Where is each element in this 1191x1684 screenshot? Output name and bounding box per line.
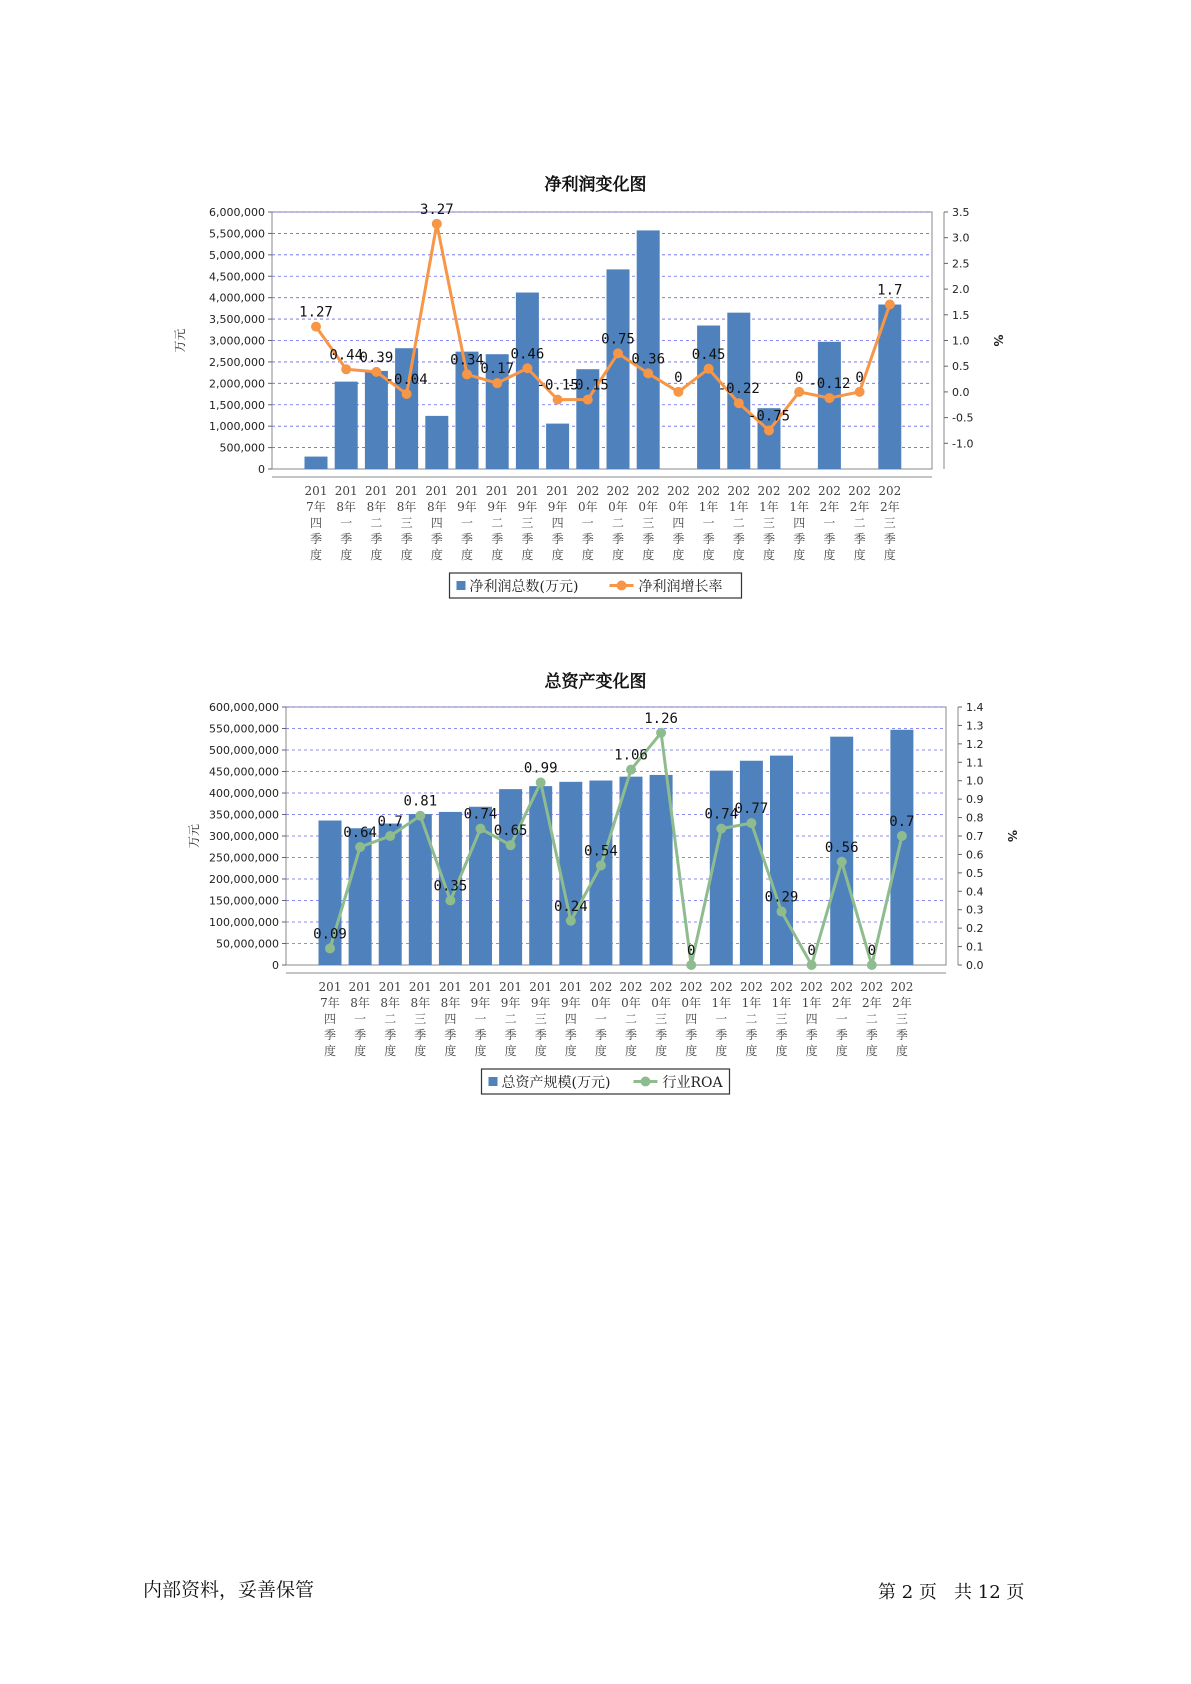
data-label: -0.75 [747, 408, 791, 425]
x-tick-label: 202 1年一季度 [697, 484, 721, 562]
y-tick-label: 3,000,000 [209, 334, 265, 348]
bar [620, 777, 643, 965]
line-point [807, 960, 817, 970]
x-tick-label: 201 8年二季度 [364, 484, 388, 562]
y2-tick-label: 1.3 [966, 719, 984, 733]
data-label: 0.24 [553, 898, 588, 915]
y-tick-label: 150,000,000 [209, 894, 279, 908]
x-tick-label: 202 1年三季度 [770, 980, 793, 1058]
data-label: 0.65 [493, 823, 528, 840]
line-point [746, 818, 756, 828]
x-tick-label: 201 8年三季度 [395, 484, 419, 562]
line-point [553, 395, 563, 405]
data-label: 0.44 [329, 347, 364, 364]
line-point [311, 322, 321, 332]
data-label: 0.75 [601, 331, 635, 348]
line-point [897, 831, 907, 841]
data-label: 0 [855, 369, 864, 386]
data-label: 0.17 [480, 361, 515, 378]
x-tick-label: 202 1年二季度 [739, 980, 763, 1058]
y-tick-label: 6,000,000 [209, 206, 265, 219]
y-tick-label: 0 [272, 959, 279, 972]
x-tick-label: 201 9年一季度 [455, 484, 479, 562]
line-point [867, 960, 877, 970]
legend-line-label: 行业ROA [662, 1075, 723, 1091]
line-point [596, 860, 606, 870]
data-label: 0.74 [463, 806, 498, 823]
data-label: 0.29 [764, 889, 799, 906]
y2-tick-label: 1.0 [966, 774, 984, 788]
bar [499, 789, 522, 965]
legend-bar-label: 总资产规模(万元) [501, 1075, 611, 1091]
x-tick-label: 201 9年四季度 [559, 980, 583, 1058]
x-tick-label: 201 9年二季度 [485, 484, 509, 562]
line-point [445, 896, 455, 906]
x-tick-label: 202 2年三季度 [890, 980, 914, 1058]
line-point [837, 857, 847, 867]
line-point [764, 425, 774, 435]
y-tick-label: 5,500,000 [209, 227, 265, 241]
data-label: 0 [807, 943, 816, 959]
y2-tick-label: 0.3 [966, 903, 984, 917]
y-tick-label: 3,500,000 [209, 313, 265, 327]
footer-page-number: 第 2 页 共 12 页 [878, 1582, 1025, 1603]
line-point [626, 765, 636, 775]
x-tick-label: 201 8年四季度 [425, 484, 449, 562]
x-tick-label: 201 9年一季度 [469, 980, 492, 1058]
x-tick-label: 202 2年一季度 [830, 980, 854, 1058]
y-tick-label: 1,000,000 [209, 420, 265, 434]
line-point [613, 348, 623, 358]
total-assets-chart [0, 657, 1191, 1117]
x-tick-label: 201 8年四季度 [438, 980, 462, 1058]
y2-tick-label: 1.1 [966, 756, 984, 770]
x-tick-label: 202 1年三季度 [757, 484, 781, 562]
legend-line-marker [617, 581, 627, 591]
data-label: 0.77 [734, 801, 769, 818]
x-tick-label: 202 0年二季度 [606, 484, 630, 562]
x-tick-label: 201 8年一季度 [348, 980, 372, 1058]
line-point [686, 960, 696, 970]
y2-tick-label: 2.5 [952, 257, 970, 271]
x-tick-label: 201 8年三季度 [408, 980, 432, 1058]
line-point [371, 367, 381, 377]
bar [305, 457, 328, 469]
y2-tick-label: 0.0 [966, 959, 984, 972]
data-label: 1.06 [614, 747, 648, 764]
x-tick-label: 202 2年三季度 [878, 484, 902, 562]
data-label: -0.15 [536, 377, 579, 394]
line-point [704, 364, 714, 374]
line-point [673, 387, 683, 397]
x-tick-label: 201 8年一季度 [334, 484, 358, 562]
total-assets-chart-svg [0, 657, 1191, 1117]
legend-line-marker [641, 1077, 651, 1087]
line-point [325, 943, 335, 953]
line-point [855, 387, 865, 397]
y-tick-label: 0 [258, 463, 265, 476]
x-tick-label: 202 1年一季度 [709, 980, 733, 1058]
line-point [643, 368, 653, 378]
x-tick-label: 202 1年二季度 [727, 484, 751, 562]
x-tick-label: 202 2年二季度 [860, 980, 884, 1058]
x-tick-label: 201 7年四季度 [318, 980, 342, 1058]
y2-tick-label: 1.2 [966, 737, 984, 751]
bar [559, 782, 582, 965]
data-label: 1.27 [299, 304, 333, 321]
y-tick-label: 500,000,000 [209, 744, 279, 757]
line-point [385, 831, 395, 841]
x-tick-label: 202 1年四季度 [787, 484, 811, 562]
data-label: 0.56 [824, 839, 859, 856]
data-label: 0.36 [631, 351, 666, 368]
y-tick-label: 50,000,000 [216, 937, 279, 951]
y2-tick-label: 0.7 [966, 830, 984, 843]
data-label: -0.12 [808, 376, 851, 393]
x-tick-label: 202 0年三季度 [649, 980, 673, 1058]
x-tick-label: 201 9年三季度 [515, 484, 539, 562]
x-tick-label: 201 9年四季度 [546, 484, 570, 562]
line-point [476, 824, 486, 834]
line-point [536, 778, 546, 788]
x-tick-label: 202 2年二季度 [848, 484, 872, 562]
bar [395, 348, 418, 469]
y2-axis-label: % [991, 334, 1005, 347]
y2-axis-label: % [1005, 829, 1019, 843]
net-profit-chart-svg [0, 160, 1191, 620]
y2-tick-label: 0.0 [952, 385, 970, 399]
y-tick-label: 2,000,000 [209, 377, 265, 391]
y-tick-label: 600,000,000 [209, 701, 279, 714]
y-tick-label: 400,000,000 [209, 787, 279, 800]
data-label: 0.45 [691, 346, 726, 363]
data-label: 0.46 [510, 346, 545, 363]
bar [546, 424, 569, 469]
legend-bar-swatch [457, 581, 466, 590]
x-tick-label: 202 0年一季度 [589, 980, 613, 1058]
x-tick-label: 202 0年三季度 [636, 484, 660, 562]
x-tick-label: 202 2年一季度 [817, 484, 841, 562]
y2-tick-label: 0.6 [966, 848, 984, 862]
line-point [566, 916, 576, 926]
chart-title: 总资产变化图 [544, 672, 647, 692]
y2-tick-label: -0.5 [952, 411, 974, 425]
line-point [432, 219, 442, 229]
data-label: 0.81 [403, 793, 438, 810]
legend-line-label: 净利润增长率 [638, 579, 723, 595]
line-point [656, 728, 666, 738]
data-label: 0.35 [433, 878, 468, 895]
y-tick-label: 1,500,000 [209, 398, 265, 412]
data-label: 1.7 [877, 282, 903, 299]
data-label: 3.27 [419, 201, 454, 218]
x-tick-label: 202 1年四季度 [800, 980, 824, 1058]
y-tick-label: 350,000,000 [209, 808, 279, 822]
bar [607, 269, 630, 469]
legend-bar-swatch [489, 1077, 498, 1086]
y2-tick-label: 1.5 [952, 308, 970, 322]
data-label: -0.15 [566, 377, 609, 394]
y2-tick-label: 0.8 [966, 811, 984, 825]
footer-confidential-note: 内部资料，妥善保管 [143, 1579, 315, 1601]
y-tick-label: 2,500,000 [209, 355, 265, 369]
y-tick-label: 4,500,000 [209, 270, 265, 284]
bar [637, 230, 660, 469]
y-axis-label: 万元 [173, 328, 187, 353]
line-point [734, 398, 744, 408]
y2-tick-label: 0.5 [952, 360, 970, 374]
x-tick-label: 202 0年二季度 [619, 980, 643, 1058]
bar [589, 781, 612, 965]
x-tick-label: 201 9年三季度 [529, 980, 553, 1058]
line-point [794, 387, 804, 397]
bar [818, 342, 841, 469]
y2-tick-label: 0.5 [966, 866, 984, 880]
net-profit-chart [0, 160, 1191, 620]
bar [425, 416, 448, 469]
line-point [522, 363, 532, 373]
data-label: 0 [674, 369, 683, 386]
line-point [402, 389, 412, 399]
bar [335, 382, 358, 469]
y-tick-label: 300,000,000 [209, 830, 279, 843]
y2-tick-label: 2.0 [952, 283, 970, 297]
y2-tick-label: 1.4 [966, 701, 984, 714]
line-point [824, 393, 834, 403]
line-point [885, 300, 895, 310]
data-label: 0.09 [313, 926, 347, 943]
x-tick-label: 201 8年二季度 [378, 980, 402, 1058]
line-point [777, 907, 787, 917]
line-point [341, 364, 351, 374]
data-label: 0 [794, 369, 804, 386]
data-label: 1.26 [644, 710, 678, 727]
line-point [462, 369, 472, 379]
y-tick-label: 250,000,000 [209, 851, 279, 865]
bar [890, 730, 913, 965]
data-label: 0.7 [377, 814, 403, 830]
data-label: -0.22 [717, 381, 760, 398]
data-label: 0.64 [343, 825, 377, 842]
data-label: 0.7 [889, 814, 915, 830]
bar [379, 824, 402, 965]
x-tick-label: 202 0年四季度 [679, 980, 703, 1058]
legend-bar-label: 净利润总数(万元) [469, 579, 579, 595]
bar [740, 761, 763, 965]
data-label: 0 [867, 943, 877, 959]
bar [516, 293, 539, 469]
data-label: 0.39 [359, 349, 394, 366]
line-point [355, 842, 365, 852]
line-point [415, 811, 425, 821]
y-tick-label: 500,000 [219, 441, 265, 455]
bar [770, 756, 793, 965]
y2-tick-label: 3.5 [952, 206, 970, 219]
chart-title: 净利润变化图 [544, 175, 647, 195]
y-tick-label: 450,000,000 [209, 765, 279, 779]
x-tick-label: 202 0年一季度 [576, 484, 600, 562]
x-tick-label: 201 9年二季度 [499, 980, 523, 1058]
y-tick-label: 5,000,000 [209, 248, 265, 262]
y2-tick-label: 0.4 [966, 885, 984, 899]
y-tick-label: 4,000,000 [209, 291, 265, 305]
line-point [506, 840, 516, 850]
y-tick-label: 550,000,000 [209, 722, 279, 736]
data-label: 0.54 [584, 843, 618, 860]
data-label: 0 [686, 943, 696, 959]
y2-tick-label: 0.1 [966, 940, 984, 954]
line-point [492, 378, 502, 388]
data-label: 0.99 [523, 760, 558, 777]
x-tick-label: 202 0年四季度 [666, 484, 690, 562]
line-point [716, 824, 726, 834]
y2-tick-label: -1.0 [952, 437, 974, 451]
data-label: -0.04 [385, 371, 428, 388]
line-point [583, 395, 593, 405]
y-axis-label: 万元 [187, 823, 201, 849]
y2-tick-label: 3.0 [952, 231, 970, 245]
y2-tick-label: 1.0 [952, 334, 970, 348]
y-tick-label: 100,000,000 [209, 916, 279, 929]
x-tick-label: 201 7年四季度 [304, 484, 328, 562]
bar [365, 371, 388, 469]
data-label: 0.34 [450, 352, 484, 369]
y2-tick-label: 0.2 [966, 922, 984, 936]
y2-tick-label: 0.9 [966, 793, 984, 807]
data-label: 0.74 [704, 806, 739, 823]
y-tick-label: 200,000,000 [209, 873, 279, 886]
